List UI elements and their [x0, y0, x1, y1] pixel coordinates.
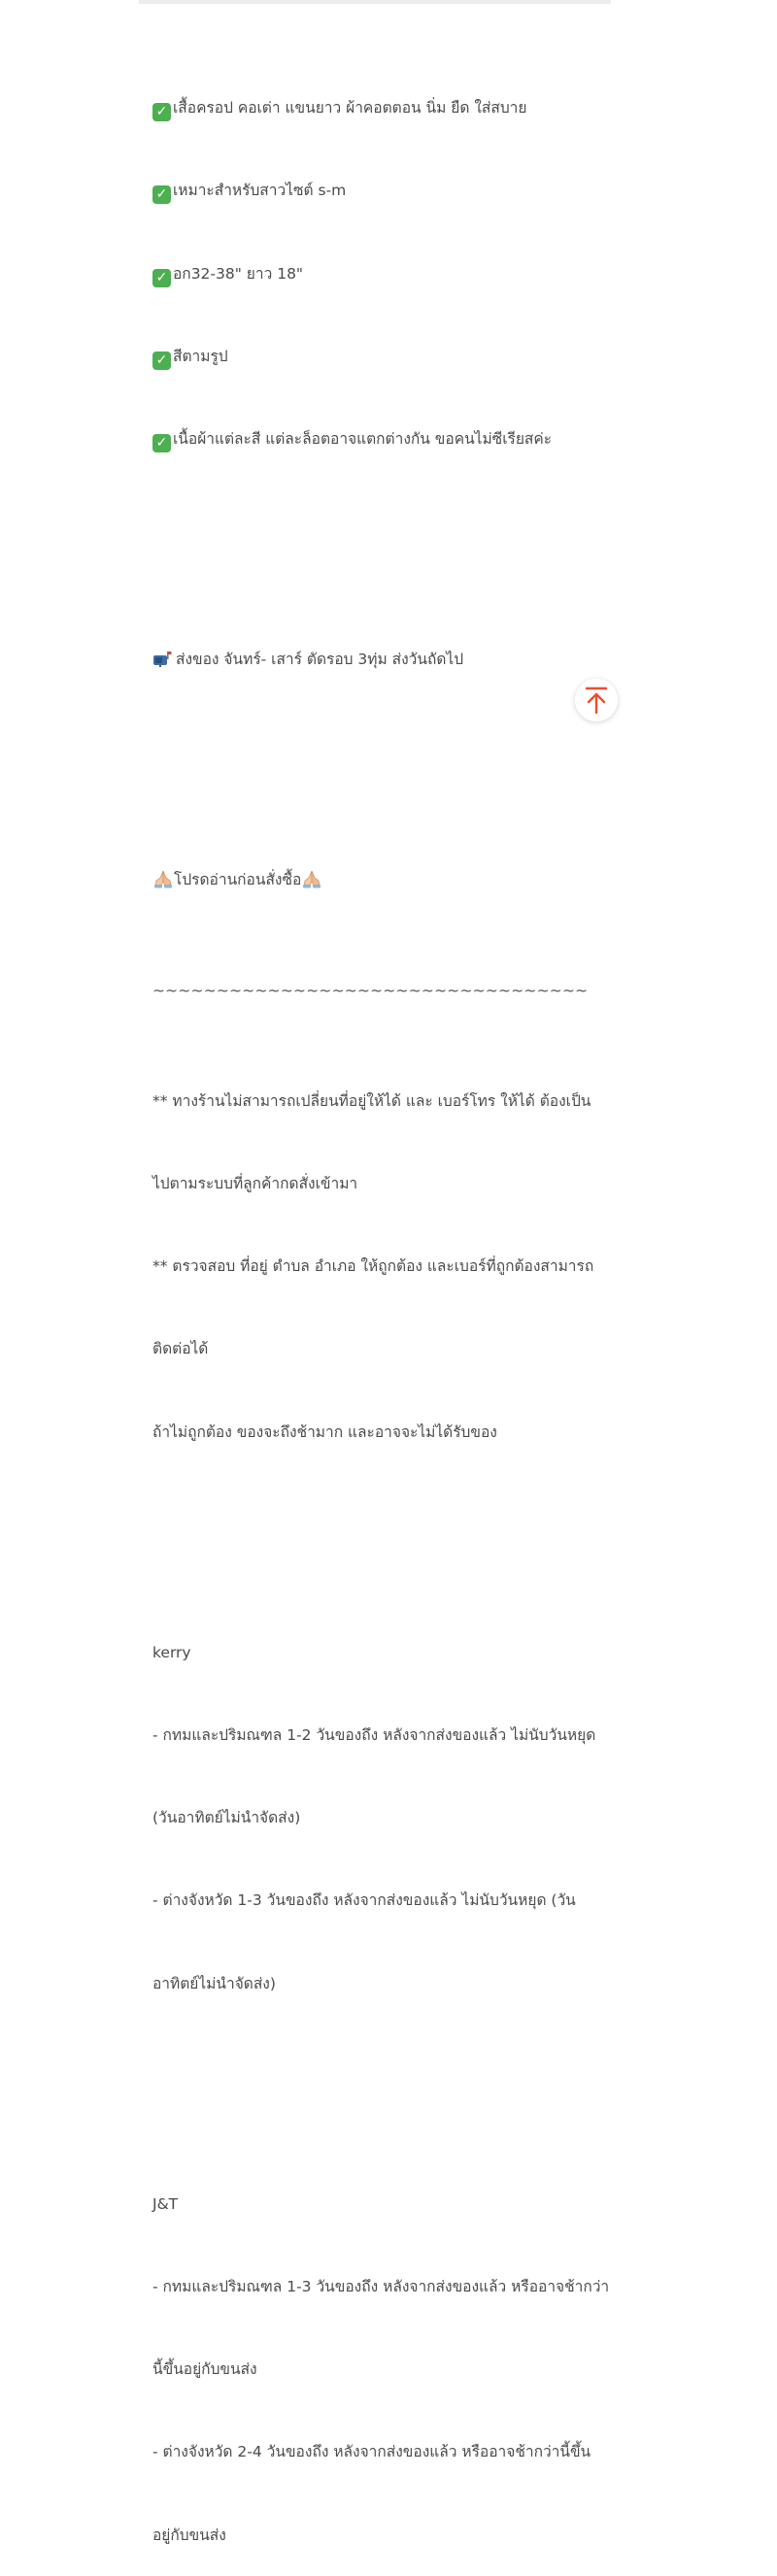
carrier-line: (วันอาทิตย์ไม่นำจัดส่ง)	[152, 1809, 301, 1827]
note-line: ** ตรวจสอบ ที่อยู่ ตำบล อำเภอ ให้ถูกต้อง และเบอร์ที่ถูกต้องสามารถ	[152, 1257, 594, 1276]
spacer	[152, 1528, 638, 1556]
check-mark-icon: ✓	[152, 351, 171, 370]
spacer	[152, 756, 638, 784]
check-mark-icon: ✓	[152, 185, 171, 204]
folded-hands-icon	[152, 869, 174, 888]
feature-line: ✓ เหมาะสำหรับสาวไซต์ s-m	[152, 177, 638, 204]
carrier-line: - กทมและปริมณฑล 1-2 วันของถึง หลังจากส่งของแล้ว ไม่นับวันหยุด	[152, 1725, 596, 1744]
shipping-schedule: ส่งของ จันทร์- เสาร์ ตัดรอบ 3ทุ่ม ส่งวันถัดไป	[152, 646, 638, 673]
carrier-line: - ต่างจังหวัด 2-4 วันของถึง หลังจากส่งของแล้ว หรืออาจช้ากว่านี้ขึ้น	[152, 2443, 591, 2461]
mailbox-icon	[152, 650, 172, 667]
arrow-up-icon	[584, 686, 609, 715]
carrier-line: - ต่างจังหวัด 1-3 วันของถึง หลังจากส่งของแล้ว ไม่นับวันหยุด (วัน	[152, 1891, 576, 1910]
check-mark-icon: ✓	[152, 434, 171, 452]
spacer	[152, 2080, 638, 2107]
feature-line: ✓ เนื้อผ้าแต่ละสี แต่ละล็อตอาจแตกต่างกัน ขอคนไม่ซีเรียสค่ะ	[152, 425, 638, 452]
product-description	[152, 12, 638, 2576]
carrier-name: kerry	[152, 1643, 191, 1661]
carrier-line: อาทิตย์ไม่นำจัดส่ง)	[152, 1974, 276, 1992]
carrier-line: นี้ขึ้นอยู่กับขนส่ง	[152, 2360, 257, 2379]
divider-line: ~~~~~~~~~~~~~~~~~~~~~~~~~~~~~~~~~~	[152, 982, 589, 1000]
read-before-order: โปรดอ่านก่อนสั่งซื้อ	[152, 866, 638, 893]
check-mark-icon: ✓	[152, 103, 171, 121]
check-mark-icon: ✓	[152, 269, 171, 287]
scroll-to-top-button[interactable]	[575, 679, 618, 721]
feature-line: ✓ เสื้อครอป คอเต่า แขนยาว ผ้าคอตตอน นิ่ม ยืด ใส่สบาย	[152, 94, 638, 121]
note-line: ถ้าไม่ถูกต้อง ของจะถึงช้ามาก และอาจจะไม่ได้รับของ	[152, 1422, 497, 1441]
note-line: ติดต่อได้	[152, 1340, 209, 1358]
carrier-line: อยู่กับขนส่ง	[152, 2526, 226, 2544]
note-line: ** ทางร้านไม่สามารถเปลี่ยนที่อยู่ให้ได้ และ เบอร์โทร ให้ได้ ต้องเป็น	[152, 1091, 591, 1110]
carrier-line: - กทมและปริมณฑล 1-3 วันของถึง หลังจากส่งของแล้ว หรืออาจช้ากว่า	[152, 2277, 610, 2295]
carrier-name: J&T	[152, 2194, 179, 2213]
feature-line: ✓ อก32-38" ยาว 18"	[152, 260, 638, 287]
spacer	[152, 536, 638, 563]
top-divider	[139, 0, 611, 4]
feature-line: ✓ สีตามรูป	[152, 343, 638, 370]
folded-hands-icon	[301, 869, 322, 888]
note-line: ไปตามระบบที่ลูกค้ากดสั่งเข้ามา	[152, 1174, 358, 1192]
